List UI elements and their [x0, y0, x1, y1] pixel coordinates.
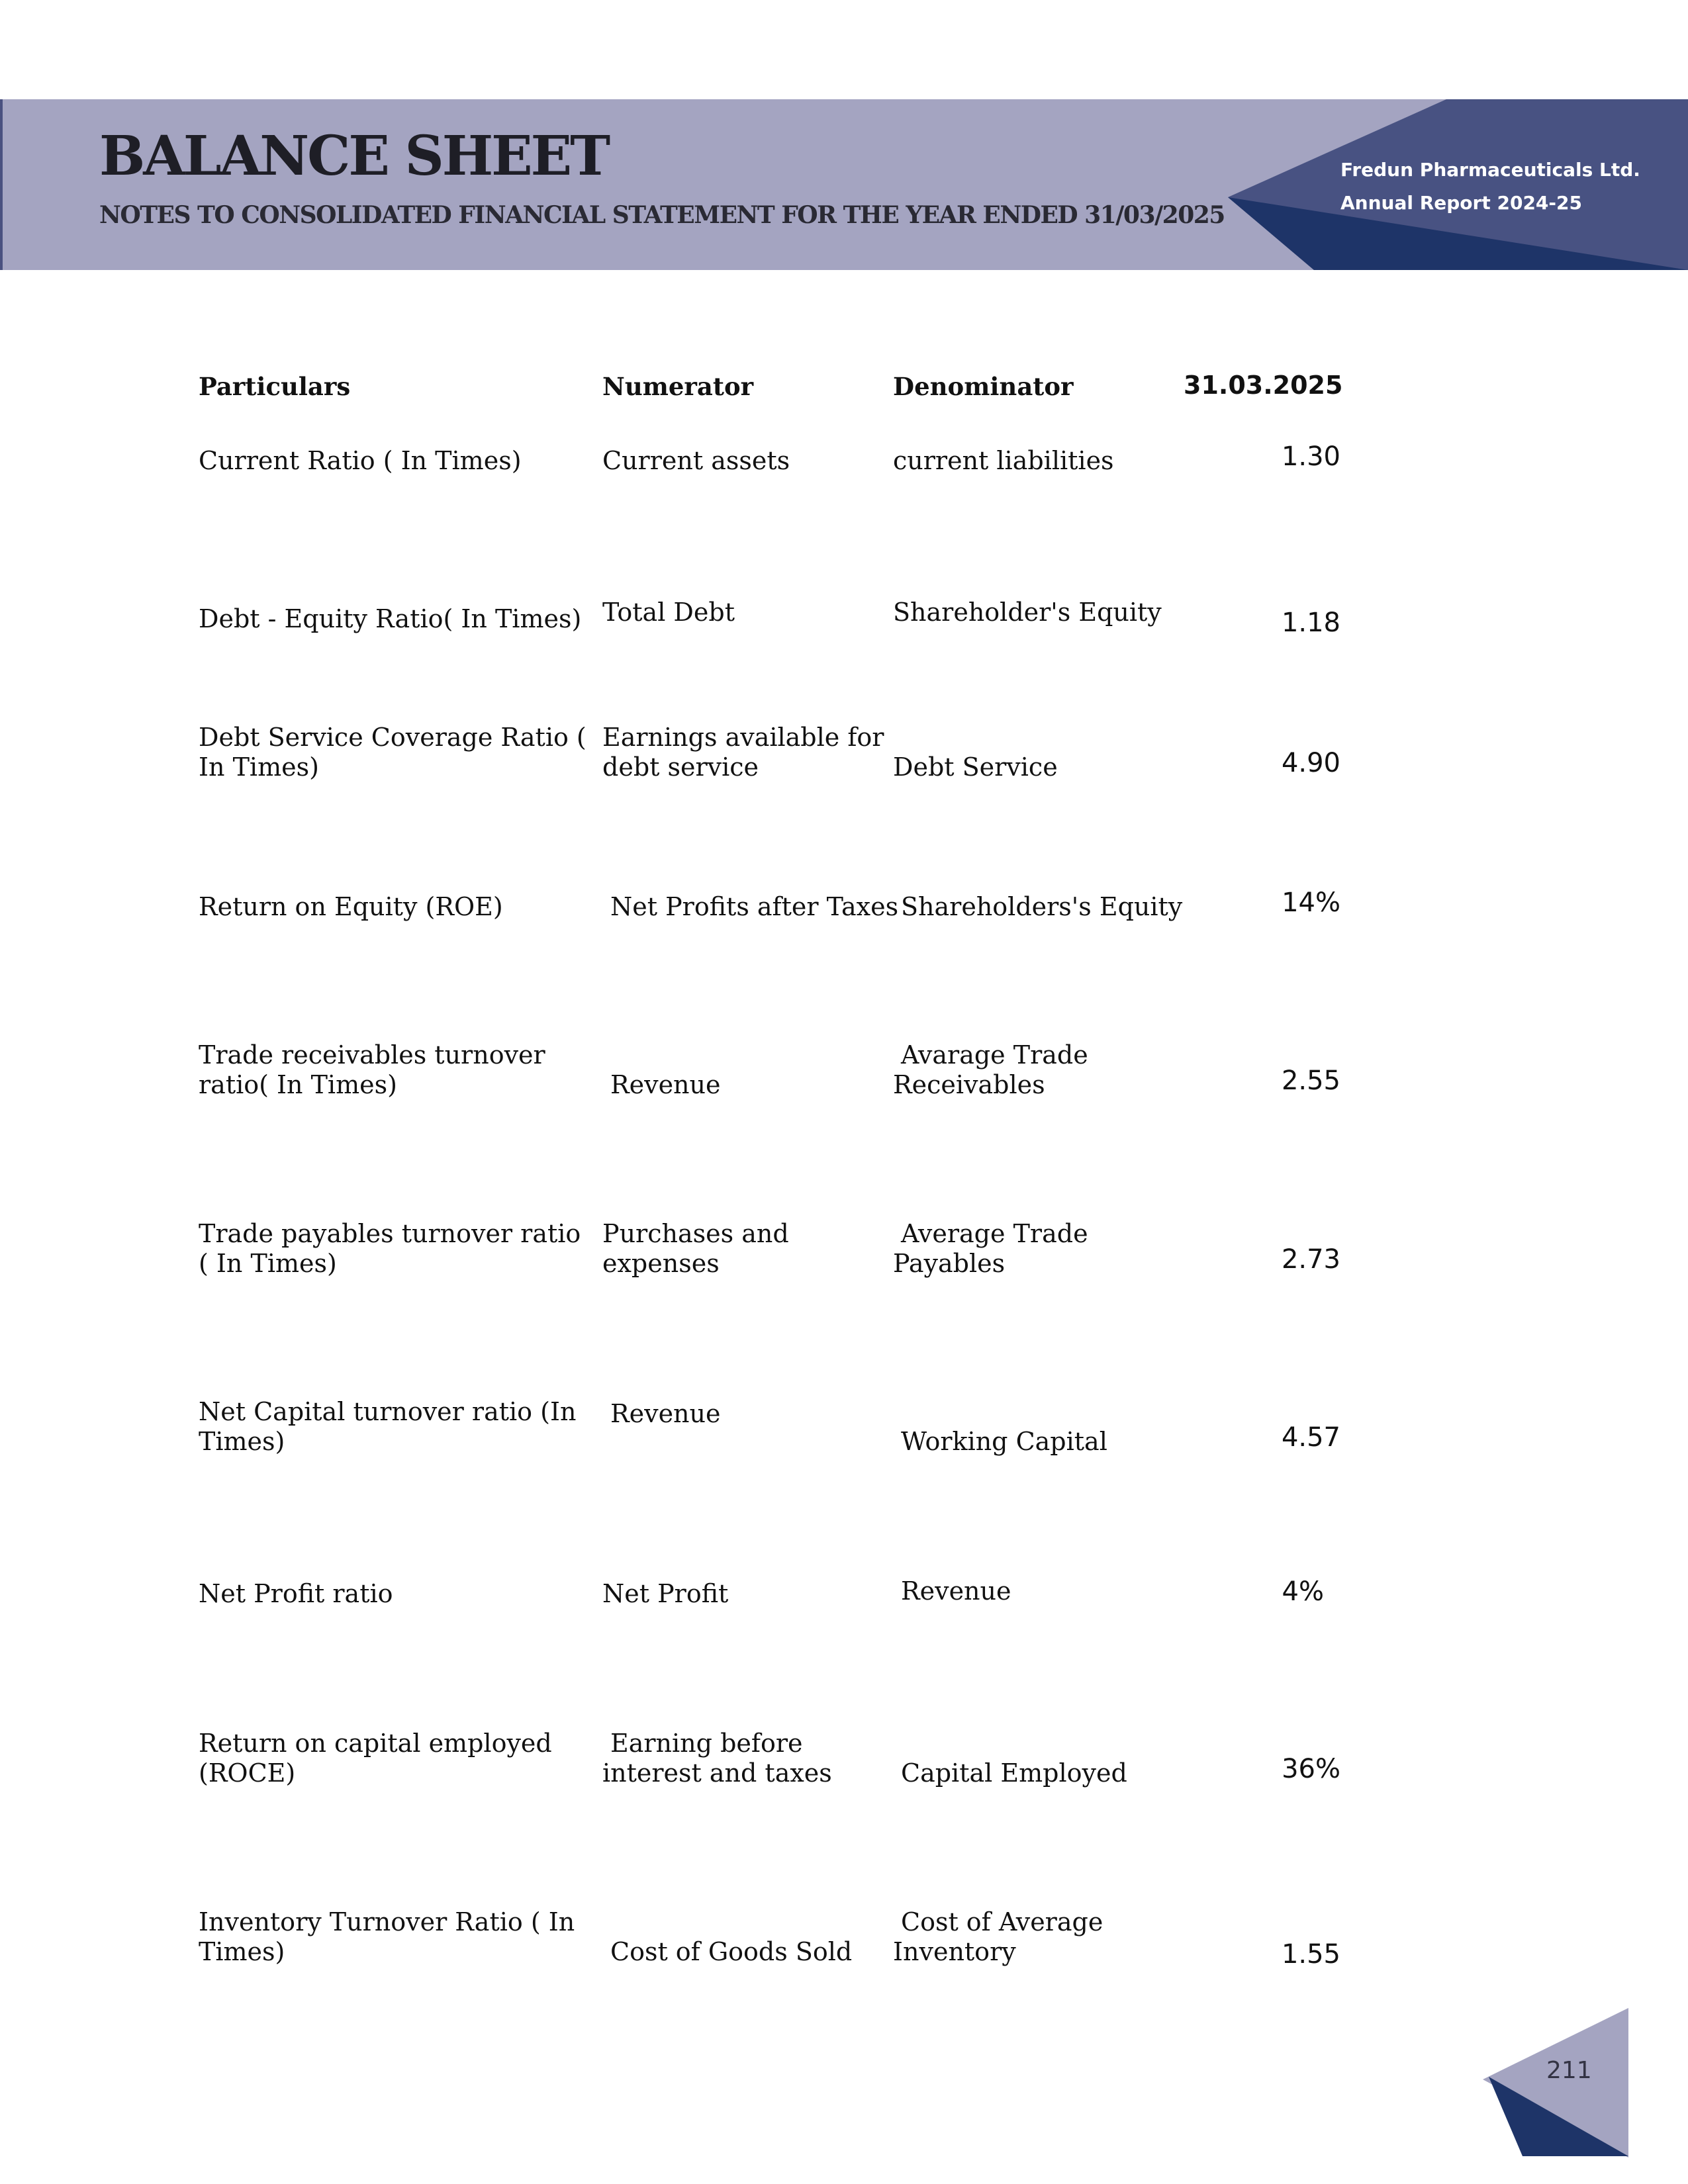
row-value: 4.57	[1281, 1422, 1340, 1453]
row-denominator: Revenue	[901, 1576, 1011, 1606]
row-value: 2.73	[1281, 1244, 1340, 1275]
row-particular: Inventory Turnover Ratio ( In Times)	[199, 1907, 575, 1966]
row-value: 2.55	[1281, 1066, 1340, 1096]
row-denominator: Debt Service	[893, 752, 1058, 782]
row-denominator: Working Capital	[901, 1427, 1107, 1456]
row-particular: Return on capital employed (ROCE)	[199, 1729, 552, 1788]
company-name: Fredun Pharmaceuticals Ltd.	[1340, 159, 1640, 181]
row-numerator: Net Profit	[602, 1579, 729, 1608]
page-number: 211	[1546, 2057, 1592, 2084]
page-subtitle: NOTES TO CONSOLIDATED FINANCIAL STATEMENT FOR THE YEAR ENDED 31/03/2025	[99, 201, 1225, 229]
row-numerator: Net Profits after Taxes	[610, 892, 899, 921]
row-particular: Return on Equity (ROE)	[199, 892, 503, 921]
row-numerator: Earnings available for debt service	[602, 723, 884, 782]
row-numerator: Purchases and expenses	[602, 1219, 789, 1278]
row-numerator: Current assets	[602, 446, 790, 475]
row-denominator: Shareholders's Equity	[901, 892, 1183, 921]
row-particular: Current Ratio ( In Times)	[199, 446, 522, 475]
row-denominator: Cost of Average Inventory	[893, 1907, 1103, 1966]
column-header-denominator: Denominator	[893, 372, 1074, 401]
report-name: Annual Report 2024-25	[1340, 192, 1582, 214]
row-value: 36%	[1282, 1754, 1340, 1784]
row-numerator: Revenue	[610, 1070, 721, 1099]
row-value: 14%	[1282, 887, 1340, 918]
row-value: 4%	[1282, 1576, 1324, 1607]
row-value: 1.55	[1281, 1939, 1340, 1970]
row-denominator: Avarage Trade Receivables	[893, 1040, 1088, 1099]
column-header-date: 31.03.2025	[1184, 371, 1343, 400]
column-header-numerator: Numerator	[602, 372, 754, 401]
row-denominator: current liabilities	[893, 446, 1114, 475]
row-particular: Net Profit ratio	[199, 1579, 393, 1608]
row-value: 1.30	[1281, 441, 1340, 472]
row-denominator: Capital Employed	[901, 1758, 1127, 1788]
row-value: 1.18	[1281, 608, 1340, 638]
row-value: 4.90	[1281, 748, 1340, 778]
row-numerator: Total Debt	[602, 598, 735, 627]
column-header-particulars: Particulars	[199, 372, 351, 401]
row-denominator: Shareholder's Equity	[893, 598, 1162, 627]
row-numerator: Cost of Goods Sold	[610, 1937, 853, 1966]
page-title: BALANCE SHEET	[99, 124, 609, 188]
row-particular: Debt - Equity Ratio( In Times)	[199, 604, 582, 633]
row-particular: Net Capital turnover ratio (In Times)	[199, 1397, 577, 1456]
row-numerator: Earning before interest and taxes	[602, 1729, 832, 1788]
row-numerator: Revenue	[610, 1399, 721, 1428]
row-denominator: Average Trade Payables	[893, 1219, 1088, 1278]
row-particular: Debt Service Coverage Ratio ( In Times)	[199, 723, 586, 782]
row-particular: Trade receivables turnover ratio( In Times)	[199, 1040, 545, 1099]
row-particular: Trade payables turnover ratio ( In Times)	[199, 1219, 581, 1278]
